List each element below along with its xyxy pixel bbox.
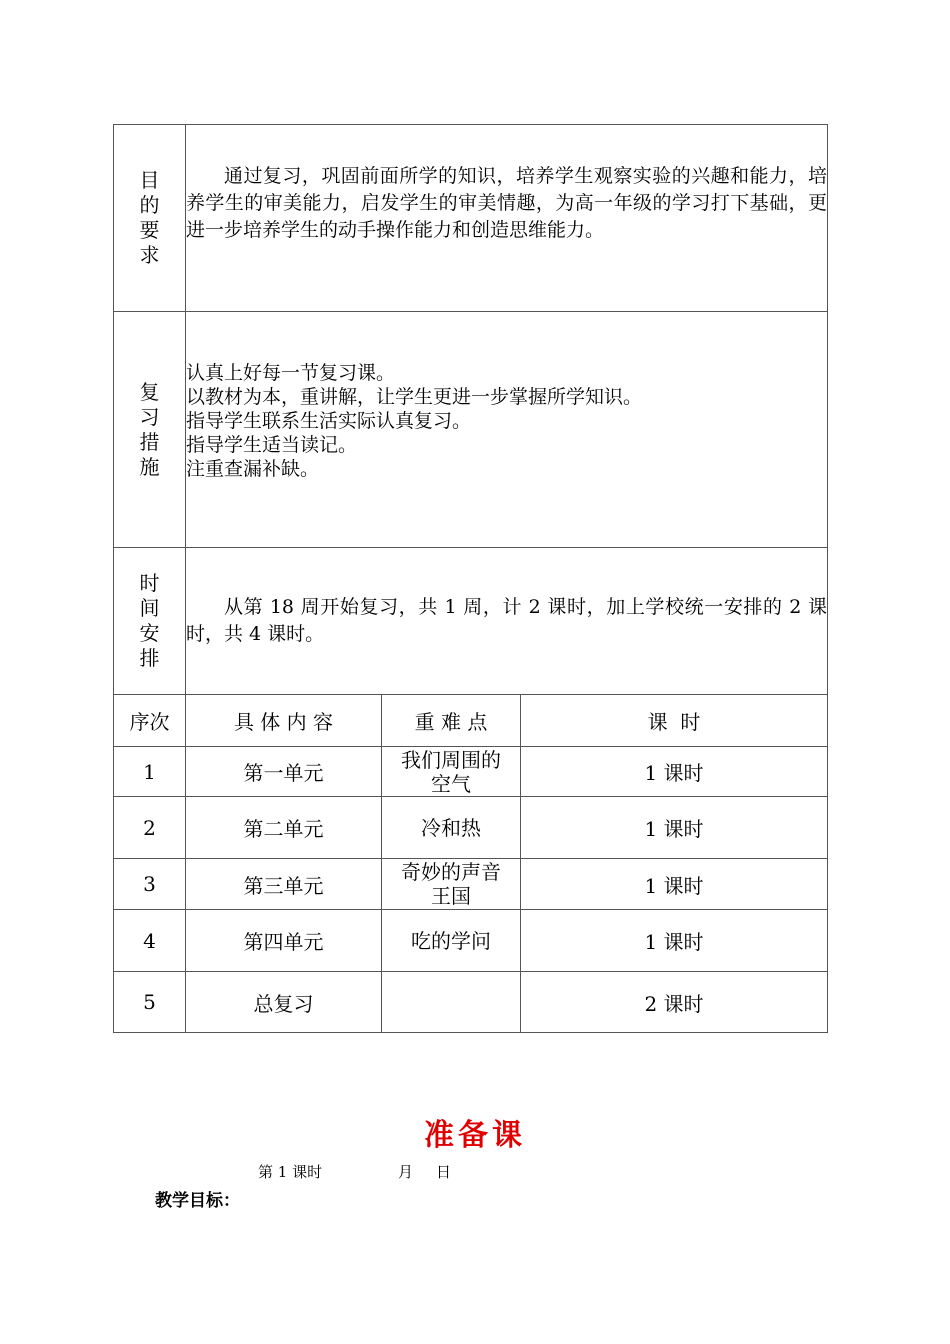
- table-row: 3 第三单元 奇妙的声音王国 1 课时: [114, 859, 828, 910]
- lesson-title: 准备课: [424, 1118, 526, 1153]
- header-cell: 序次: [114, 695, 186, 747]
- schedule-text: 从第 18 周开始复习，共 1 周，计 2 课时，加上学校统一安排的 2 课时，共 4 课时。: [186, 548, 828, 695]
- day-label: 日: [436, 1163, 452, 1181]
- measure-item: 注重查漏补缺。: [186, 457, 320, 480]
- schedule-row: [114, 548, 828, 695]
- table-header: [114, 695, 828, 747]
- teaching-goal-heading: 教学目标：: [155, 1191, 240, 1211]
- table-row: 1 第一单元 我们周围的空气 1 课时: [114, 747, 828, 797]
- header-cell: 课 时: [521, 695, 828, 747]
- measures-row: [114, 312, 828, 548]
- table-row: 4 第四单元 吃的学问 1 课时: [114, 910, 828, 972]
- header-cell: 具 体 内 容: [186, 695, 382, 747]
- goal-label: 目 的 要 求: [114, 125, 186, 312]
- measure-item: 指导学生适当读记。: [186, 433, 358, 456]
- measure-item: 以教材为本，重讲解，让学生更进一步掌握所学知识。: [186, 385, 643, 408]
- header-cell: 重 难 点: [382, 695, 521, 747]
- lesson-number: 第 1 课时: [258, 1163, 323, 1181]
- schedule-label: 时 间 安 排: [114, 548, 186, 695]
- month-label: 月: [398, 1163, 414, 1181]
- table-row: 2 第二单元 冷和热 1 课时: [114, 797, 828, 859]
- measure-item: 指导学生联系生活实际认真复习。: [186, 409, 472, 432]
- review-plan-table: [113, 124, 828, 1033]
- measures-list: [186, 312, 828, 548]
- table-row: 5 总复习 2 课时: [114, 972, 828, 1033]
- goal-row: [114, 125, 828, 312]
- measures-label: 复 习 措 施: [114, 312, 186, 548]
- goal-text: 通过复习，巩固前面所学的知识，培养学生观察实验的兴趣和能力，培养学生的审美能力，启发学生的审美情趣，为高一年级的学习打下基础，更进一步培养学生的动手操作能力和创造思维能力。: [186, 125, 828, 312]
- measure-item: 认真上好每一节复习课。: [186, 361, 396, 384]
